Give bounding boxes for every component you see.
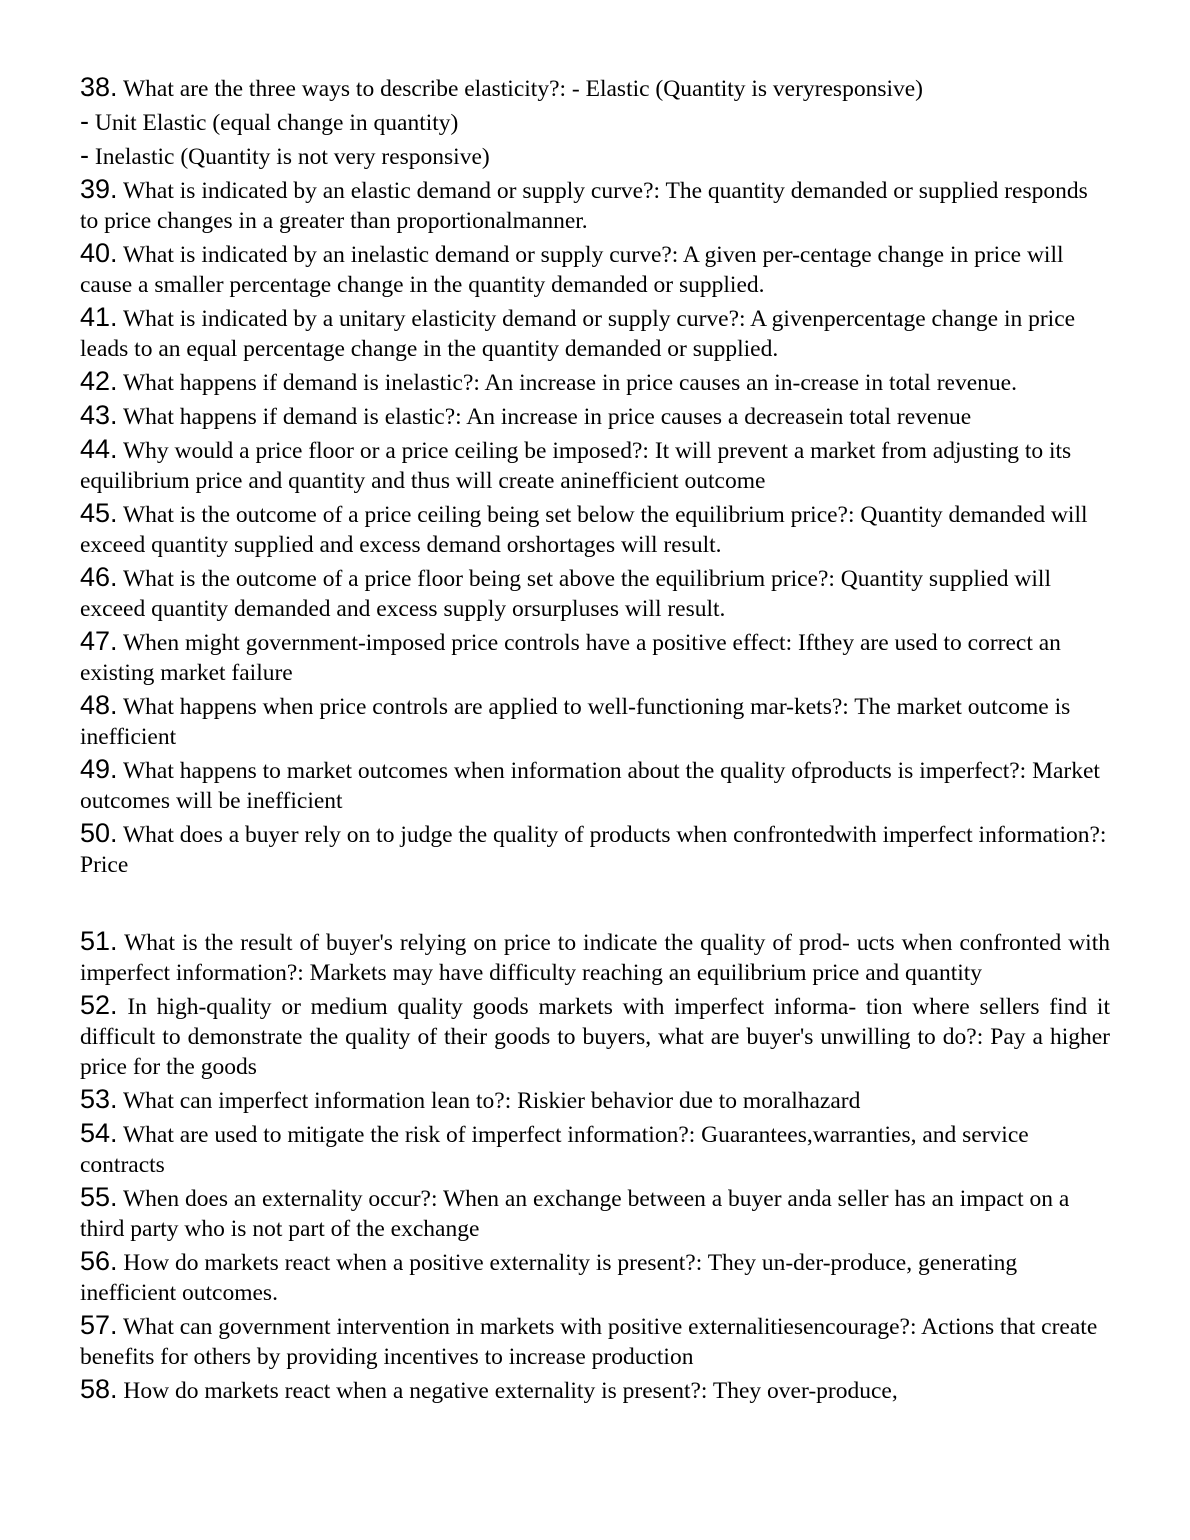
entry-number: 50. [80,818,118,848]
entry-number: 40. [80,238,118,268]
flashcard-entry [80,626,1110,688]
entry-text: What is indicated by a unitary elasticity demand or supply curve?: A givenpercentage change in price leads to an equal percentage change in the quantity demanded or supplied. [80,306,1076,362]
entry-text: How do markets react when a negative externality is present?: They over-produce, [123,1378,898,1404]
entry-text: What can government intervention in markets with positive externalitiesencourage?: Actions that create benefits for others by providing incentives to increase production [80,1314,1098,1370]
entry-text: In high-quality or medium quality goods markets with imperfect informa- tion where sellers find it difficult to demonstrate the quality of their goods to buyers, what are buyer's unwilling to do?: Pay a higher price for the goods [80,994,1110,1080]
bullet-line [80,140,1110,172]
flashcard-entry [80,1374,1110,1406]
flashcard-entry [80,1118,1110,1180]
flashcard-entry [80,434,1110,496]
flashcard-entry [80,562,1110,624]
entry-number: 44. [80,434,118,464]
bullet-line [80,106,1110,138]
entry-number: 38. [80,72,118,102]
flashcard-entry [80,990,1110,1082]
flashcard-entry [80,1182,1110,1244]
entry-number: 39. [80,174,118,204]
flashcard-entry [80,1084,1110,1116]
entry-number: 51. [80,926,118,956]
entry-text: How do markets react when a positive externality is present?: They un-der-produce, generating inefficient outcomes. [80,1250,1018,1306]
flashcard-entry [80,174,1110,236]
entry-text: What happens to market outcomes when information about the quality ofproducts is imperfect?: Market outcomes will be inefficient [80,758,1100,814]
entry-number: 48. [80,690,118,720]
flashcard-entry [80,690,1110,752]
flashcard-entry [80,926,1110,988]
entry-number: 58. [80,1374,118,1404]
entry-number: 41. [80,302,118,332]
flashcard-list-part-2 [80,926,1110,1406]
entry-text: What happens when price controls are applied to well-functioning mar-kets?: The market outcome is inefficient [80,694,1071,750]
entry-number: 43. [80,400,118,430]
entry-number: 54. [80,1118,118,1148]
entry-text: What is the result of buyer's relying on price to indicate the quality of prod- ucts when confronted with imperfect information?: Markets may have difficulty reaching an equilibrium price and quantity [80,930,1110,986]
entry-number: 46. [80,562,118,592]
flashcard-entry [80,400,1110,432]
bullet-dash: - [80,106,89,136]
flashcard-entry [80,818,1110,880]
entry-number: 49. [80,754,118,784]
entry-number: 52. [80,990,118,1020]
entry-number: 57. [80,1310,118,1340]
flashcard-entry [80,238,1110,300]
entry-text: What are the three ways to describe elasticity?: - Elastic (Quantity is veryresponsive) [123,76,924,102]
flashcard-entry [80,72,1110,104]
bullet-dash: - [80,140,89,170]
flashcard-list-part-1 [80,72,1110,880]
paragraph-gap [80,882,1110,926]
flashcard-entry [80,366,1110,398]
entry-text: What happens if demand is elastic?: An increase in price causes a decreasein total revenue [123,404,972,430]
entry-number: 45. [80,498,118,528]
entry-number: 42. [80,366,118,396]
entry-number: 56. [80,1246,118,1276]
entry-text: What is indicated by an inelastic demand or supply curve?: A given per-centage change in price will cause a smaller percentage change in the quantity demanded or supplied. [80,242,1064,298]
flashcard-entry [80,498,1110,560]
flashcard-entry [80,1246,1110,1308]
document-page [80,72,1110,1408]
entry-text: What does a buyer rely on to judge the quality of products when confrontedwith imperfect information?: Price [80,822,1107,878]
entry-text: What can imperfect information lean to?: Riskier behavior due to moralhazard [123,1088,861,1114]
entry-text: When does an externality occur?: When an exchange between a buyer anda seller has an impact on a third party who is not part of the exchange [80,1186,1070,1242]
entry-text: Inelastic (Quantity is not very responsive) [94,144,490,170]
entry-number: 55. [80,1182,118,1212]
entry-text: What is the outcome of a price ceiling being set below the equilibrium price?: Quantity demanded will exceed quantity supplied and excess demand orshortages will result. [80,502,1088,558]
entry-text: What is indicated by an elastic demand or supply curve?: The quantity demanded or supplied responds to price changes in a greater than proportionalmanner. [80,178,1088,234]
entry-text: Why would a price floor or a price ceiling be imposed?: It will prevent a market from adjusting to its equilibrium price and quantity and thus will create aninefficient outcome [80,438,1072,494]
entry-text: What are used to mitigate the risk of imperfect information?: Guarantees,warranties, and service contracts [80,1122,1029,1178]
flashcard-entry [80,754,1110,816]
entry-text: When might government-imposed price controls have a positive effect: Ifthey are used to correct an existing market failure [80,630,1061,686]
entry-text: What is the outcome of a price floor being set above the equilibrium price?: Quantity supplied will exceed quantity demanded and excess supply orsurpluses will result. [80,566,1051,622]
entry-text: Unit Elastic (equal change in quantity) [94,110,459,136]
entry-text: What happens if demand is inelastic?: An increase in price causes an in-crease in total revenue. [123,370,1017,396]
entry-number: 47. [80,626,118,656]
flashcard-entry [80,1310,1110,1372]
flashcard-entry [80,302,1110,364]
entry-number: 53. [80,1084,118,1114]
